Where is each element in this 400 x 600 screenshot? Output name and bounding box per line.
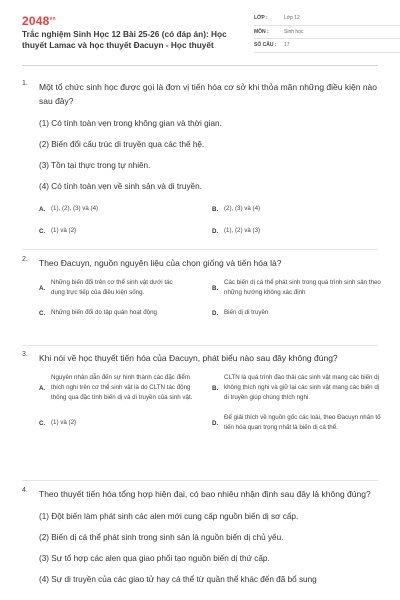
option-letter: C. bbox=[39, 309, 46, 317]
question-stem: Một tổ chức sinh học được gọi là đơn vị tiến hóa cơ sở khi thỏa mãn những điều kiện nào sau đây? bbox=[39, 82, 377, 106]
meta-label: MÔN : bbox=[254, 28, 269, 35]
option-d[interactable] bbox=[212, 226, 385, 236]
question-number: 1. bbox=[22, 80, 28, 87]
option-text: (1) và (2) bbox=[51, 419, 77, 426]
option-letter: A. bbox=[39, 384, 46, 392]
meta-value: Lớp 12 bbox=[284, 15, 300, 22]
option-a[interactable] bbox=[39, 278, 212, 298]
meta-row-subject bbox=[254, 26, 400, 40]
option-letter: D. bbox=[212, 419, 219, 427]
statement: (4) Có tính toàn vẹn về sinh sản và di truyền. bbox=[39, 182, 202, 191]
options bbox=[39, 204, 378, 236]
question-divider bbox=[22, 249, 378, 250]
option-b[interactable] bbox=[212, 373, 385, 403]
option-c[interactable] bbox=[39, 226, 212, 236]
statement: (3) Tồn tại thực trong tự nhiên. bbox=[39, 161, 151, 170]
option-text: Để giải thích về nguồn gốc các loài, theo Đacuyn nhân tố tiến hóa quan trọng nhất là biến dị cá thể. bbox=[224, 414, 381, 431]
meta-row-class bbox=[254, 12, 400, 26]
option-text: Những biến đổi trên cơ thể sinh vật dưới tác dụng trực tiếp của điều kiện sống. bbox=[51, 279, 173, 296]
option-b[interactable] bbox=[212, 278, 385, 298]
question-1 bbox=[22, 80, 378, 236]
question-2 bbox=[22, 256, 381, 318]
option-text: Các biến dị cá thể phát sinh trong quá trình sinh sản theo những hướng không xác định bbox=[224, 279, 381, 296]
option-letter: B. bbox=[212, 205, 219, 213]
option-a[interactable] bbox=[39, 204, 212, 214]
option-d[interactable] bbox=[212, 308, 385, 318]
logo-text: 2048 bbox=[22, 14, 50, 28]
question-number: 3. bbox=[22, 351, 28, 358]
meta-value: Sinh học bbox=[284, 28, 304, 35]
question-number: 2. bbox=[22, 256, 28, 263]
option-letter: B. bbox=[212, 284, 219, 292]
document-header bbox=[22, 0, 378, 66]
option-c[interactable] bbox=[39, 413, 212, 433]
option-letter: B. bbox=[212, 384, 219, 392]
statement: (2) Biến đổi cấu trúc di truyền qua các thế hệ. bbox=[39, 140, 205, 149]
document-title: Trắc nghiệm Sinh Học 12 Bài 25-26 (có đáp án): Học thuyết Lamac và học thuyết Đacuyn - Học thuyết bbox=[22, 29, 227, 50]
option-a[interactable] bbox=[39, 373, 212, 403]
option-text: (1) và (2) bbox=[51, 227, 77, 234]
meta-label: LỚP : bbox=[254, 15, 268, 22]
statement: (3) Sự tổ hợp các alen qua giao phối tạo nguồn biến dị thứ cấp. bbox=[39, 554, 270, 563]
meta-label: SỐ CÂU : bbox=[254, 42, 277, 49]
question-divider bbox=[22, 480, 378, 481]
options bbox=[39, 373, 381, 433]
question-3 bbox=[22, 351, 381, 433]
option-text: Nguyên nhân dẫn đến sự hình thành các đặc điểm thích nghi trên cơ thể sinh vật là do CLTN tác động thông qua đặc tính biến dị và di truyền của sinh vật. bbox=[51, 374, 193, 401]
statement: (2) Biến dị cá thể phát sinh trong sinh sản là nguồn biến dị chủ yếu. bbox=[39, 533, 284, 542]
question-stem: Theo Đacuyn, nguồn nguyên liệu của chọn giống và tiến hóa là? bbox=[39, 258, 282, 268]
question-divider bbox=[22, 345, 378, 346]
statement: (1) Có tính toàn vẹn trong không gian và thời gian. bbox=[39, 119, 222, 128]
option-text: (1), (2) và (3) bbox=[224, 227, 261, 234]
question-stem: Khi nói về học thuyết tiến hóa của Đacuyn, phát biểu nào sau đây không đúng? bbox=[39, 353, 338, 363]
option-d[interactable] bbox=[212, 413, 385, 433]
option-text: (2), (3) và (4) bbox=[224, 205, 261, 212]
option-text: Biến dị di truyền bbox=[224, 309, 269, 316]
question-4 bbox=[22, 487, 378, 585]
logo-suffix: vn bbox=[49, 16, 56, 22]
option-b[interactable] bbox=[212, 204, 385, 214]
option-letter: C. bbox=[39, 227, 46, 235]
option-text: Những biến đổi do tập quán hoạt động bbox=[51, 309, 157, 316]
statement: (1) Đột biến làm phát sinh các alen mới cung cấp nguồn biến dị sơ cấp. bbox=[39, 512, 299, 521]
statement: (4) Sự di truyền của các giao tử hay cá thể từ quần thể khác đến đã bổ sung bbox=[39, 575, 317, 584]
question-stem: Theo thuyết tiến hóa tổng hợp hiện đại, có bao nhiêu nhận định sau đây là không đúng? bbox=[39, 489, 371, 499]
meta-value: 17 bbox=[284, 42, 290, 49]
options bbox=[39, 278, 381, 318]
meta-row-count bbox=[254, 39, 400, 53]
option-letter: A. bbox=[39, 205, 46, 213]
option-letter: D. bbox=[212, 227, 219, 235]
option-letter: C. bbox=[39, 419, 46, 427]
question-number: 4. bbox=[22, 487, 28, 494]
site-logo[interactable] bbox=[22, 14, 56, 28]
option-text: CLTN là quá trình đào thải các sinh vật mang các biến dị không thích nghi và giữ lại các sinh vật mang các biến dị di truyền giúp chúng thích nghi. bbox=[224, 374, 380, 401]
option-letter: A. bbox=[39, 284, 46, 292]
option-text: (1), (2), (3) và (4) bbox=[51, 205, 99, 212]
option-letter: D. bbox=[212, 309, 219, 317]
option-c[interactable] bbox=[39, 308, 212, 318]
meta-table bbox=[254, 12, 400, 53]
